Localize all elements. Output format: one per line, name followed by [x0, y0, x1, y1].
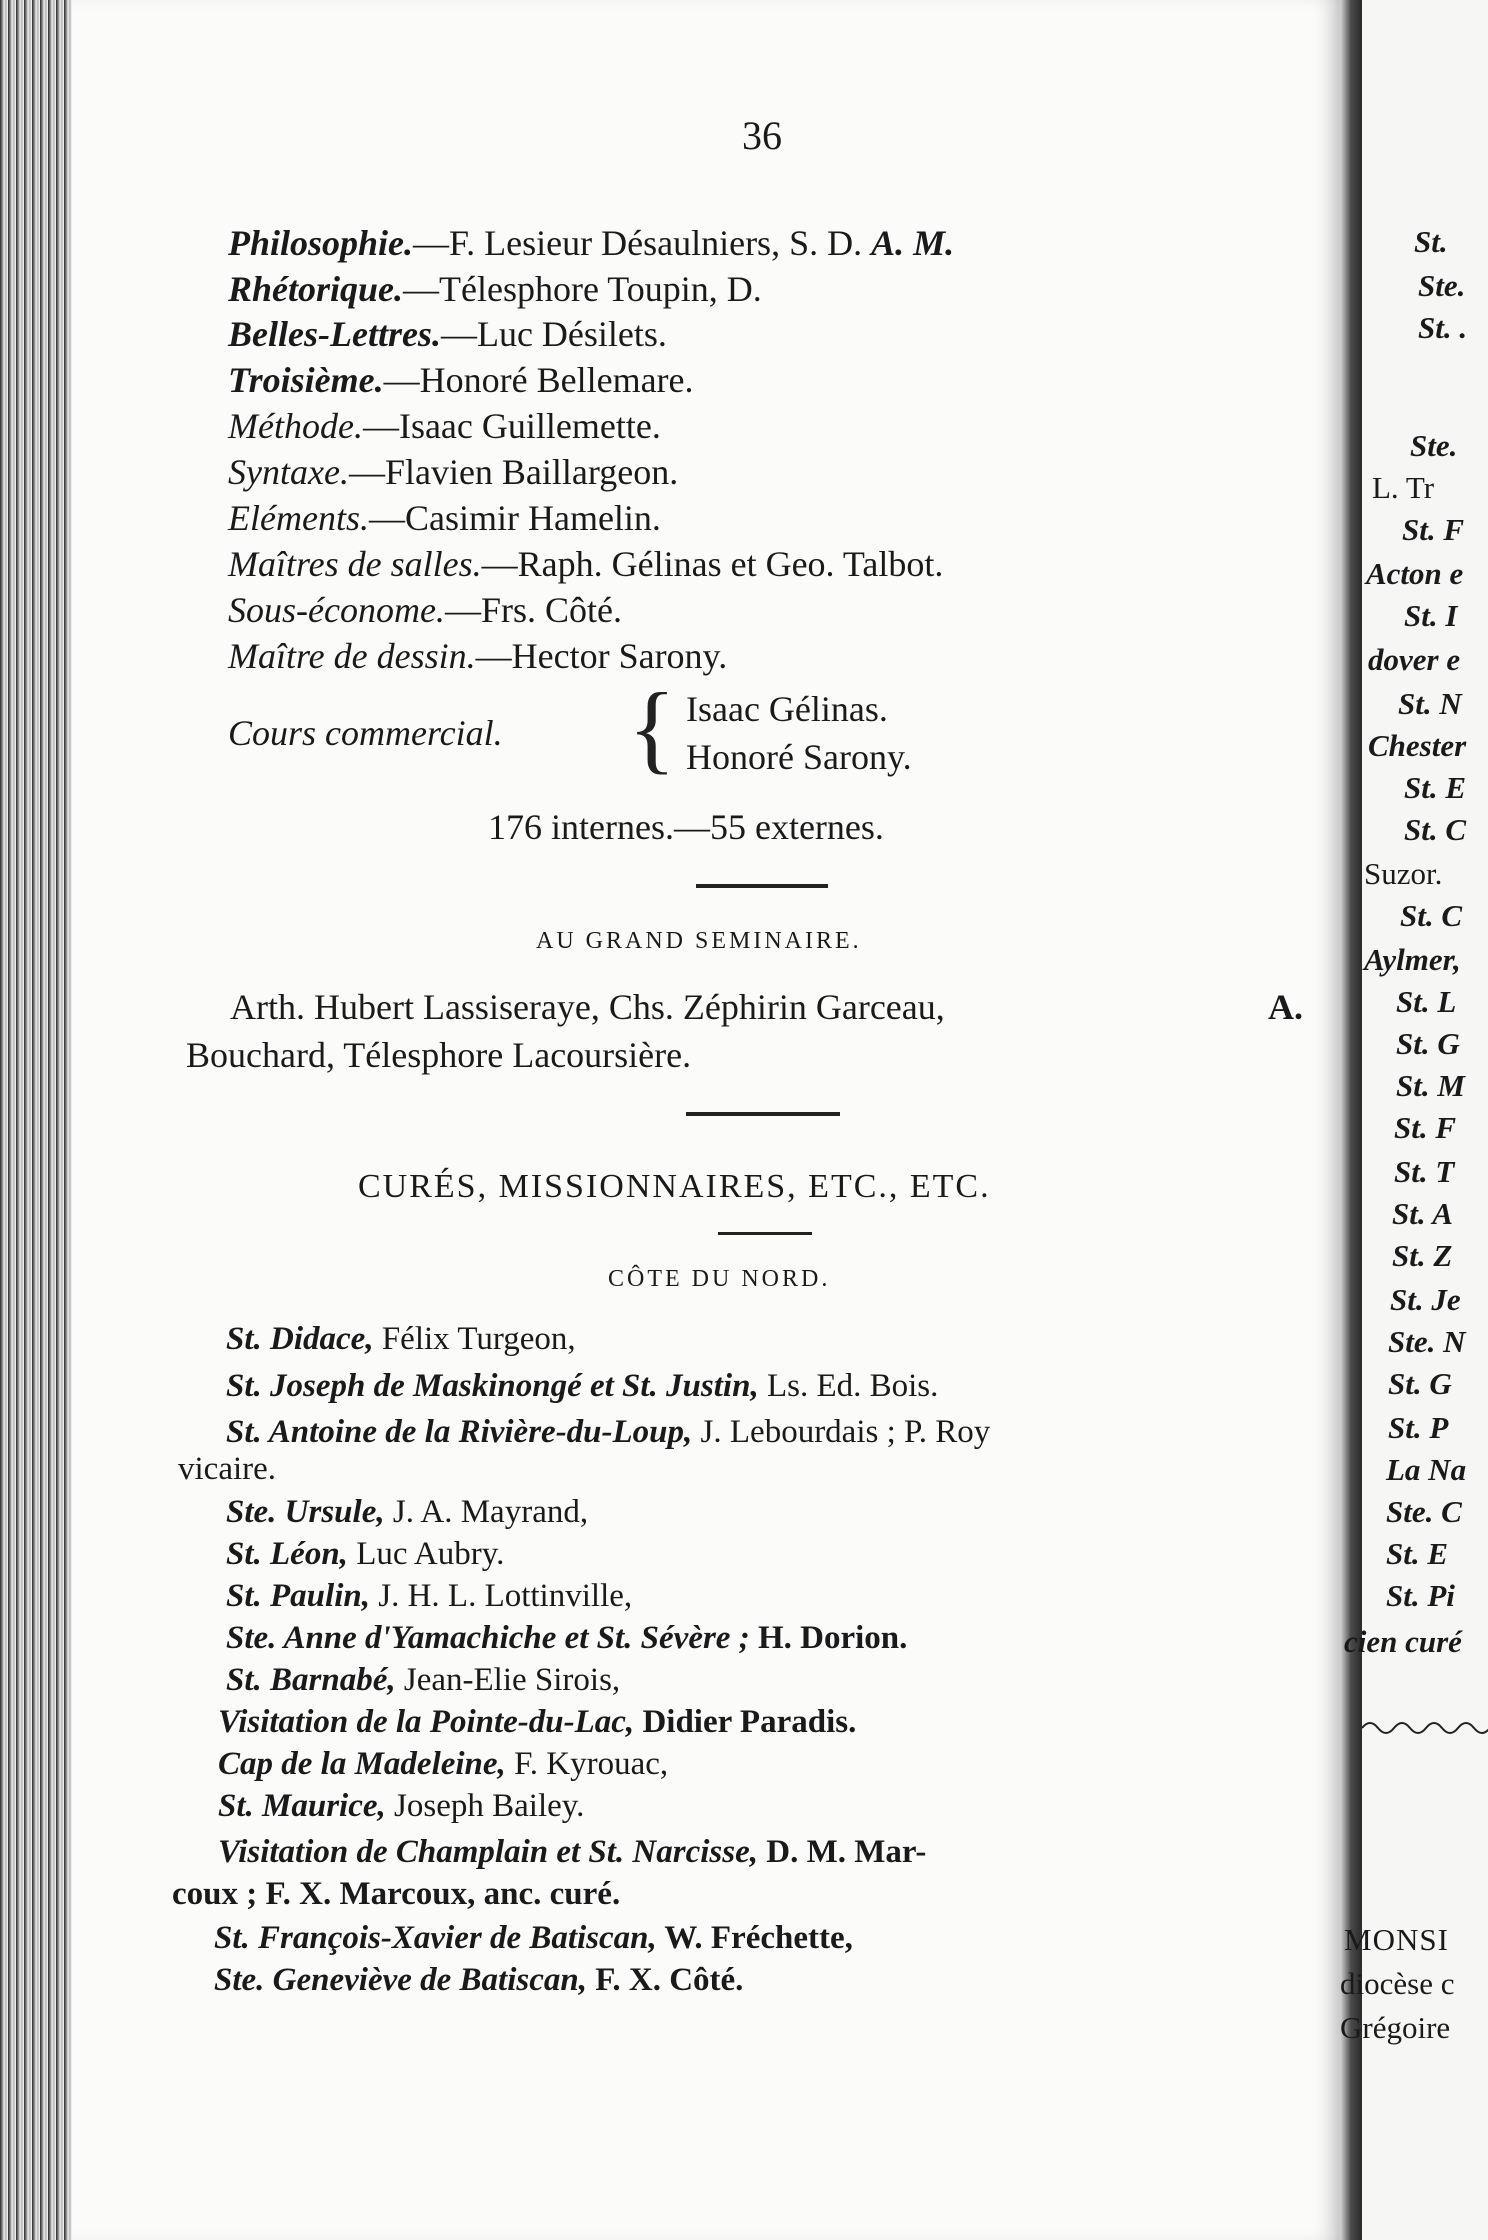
cours-commercial-label: Cours commercial.	[228, 713, 503, 753]
cours-commercial-name: Isaac Gélinas.	[686, 689, 888, 729]
book-page-edge	[0, 0, 72, 2240]
fragment: St. A	[1392, 1196, 1453, 1231]
cures-heading: CURÉS, MISSIONNAIRES, ETC., ETC.	[358, 1168, 991, 1205]
staff-line: Rhétorique.—Télesphore Toupin, D.	[228, 269, 762, 309]
parish-line: Ste. Ursule, J. A. Mayrand,	[226, 1494, 589, 1530]
fragment: St. N	[1398, 686, 1462, 721]
fragment: MONSI	[1344, 1922, 1449, 1957]
fragment: St. Pi	[1386, 1578, 1455, 1613]
staff-line: Sous-économe.—Frs. Côté.	[228, 590, 622, 630]
parish-line: St. Paulin, J. H. L. Lottinville,	[226, 1578, 633, 1614]
fragment: L. Tr	[1372, 470, 1435, 505]
fragment: St. T	[1394, 1154, 1455, 1189]
staff-line: Syntaxe.—Flavien Baillargeon.	[228, 452, 679, 492]
fragment: St. C	[1404, 812, 1467, 847]
fragment: Aylmer,	[1364, 942, 1461, 977]
fragment: St. .	[1418, 310, 1468, 345]
seminaire-line: Arth. Hubert Lassiseraye, Chs. Zéphirin Garceau,	[230, 987, 945, 1027]
fragment: La Na	[1386, 1452, 1467, 1487]
fragment: Ste.	[1418, 268, 1466, 303]
cours-commercial-name: Honoré Sarony.	[686, 737, 912, 777]
parish-line: St. Léon, Luc Aubry.	[226, 1536, 505, 1572]
parish-line: St. Maurice, Joseph Bailey.	[218, 1788, 585, 1824]
page-number: 36	[742, 113, 782, 158]
fragment: cien curé	[1344, 1624, 1462, 1659]
fragment: diocèse c	[1340, 1966, 1455, 2001]
fragment: St. E	[1386, 1536, 1449, 1571]
fragment: St. I	[1404, 598, 1458, 633]
parish-line: St. Didace, Félix Turgeon,	[226, 1321, 576, 1357]
fragment: St. Je	[1390, 1282, 1461, 1317]
parish-line: coux ; F. X. Marcoux, anc. curé.	[172, 1876, 621, 1912]
staff-line: Maître de dessin.—Hector Sarony.	[228, 636, 728, 676]
parish-line: Cap de la Madeleine, F. Kyrouac,	[218, 1746, 669, 1782]
parish-line: St. Joseph de Maskinongé et St. Justin, Ls. Ed. Bois.	[226, 1368, 939, 1404]
seminaire-line-end: A.	[1268, 987, 1303, 1027]
seminaire-heading: AU GRAND SEMINAIRE.	[536, 928, 862, 954]
fragment: St. L	[1396, 984, 1457, 1019]
seminaire-line: Bouchard, Télesphore Lacoursière.	[186, 1035, 692, 1075]
parish-line: St. Barnabé, Jean-Elie Sirois,	[226, 1662, 621, 1698]
fragment: Ste. N	[1388, 1324, 1466, 1359]
divider	[696, 884, 828, 888]
fragment: St. M	[1396, 1068, 1465, 1103]
parish-line: Ste. Geneviève de Batiscan, F. X. Côté.	[214, 1962, 744, 1998]
fragment: St. E	[1404, 770, 1467, 805]
fragment: St. F	[1394, 1110, 1457, 1145]
parish-line: St. François-Xavier de Batiscan, W. Fréchette,	[214, 1920, 853, 1956]
parish-line: Ste. Anne d'Yamachiche et St. Sévère ; H. Dorion.	[226, 1620, 908, 1656]
fragment: St. G	[1388, 1366, 1452, 1401]
book-gutter	[1340, 0, 1362, 2240]
fragment: Grégoire	[1340, 2010, 1451, 2045]
divider	[718, 1232, 812, 1235]
brace-icon: {	[628, 672, 676, 783]
parish-line: St. Antoine de la Rivière-du-Loup, J. Lebourdais ; P. Roy	[226, 1414, 991, 1450]
fragment: Acton e	[1366, 556, 1464, 591]
staff-line: Méthode.—Isaac Guillemette.	[228, 406, 661, 446]
staff-line: Belles-Lettres.—Luc Désilets.	[228, 314, 667, 354]
staff-line: Maîtres de salles.—Raph. Gélinas et Geo. Talbot.	[228, 544, 944, 584]
parish-line: Visitation de Champlain et St. Narcisse, D. M. Mar-	[218, 1834, 927, 1870]
fragment: St. Z	[1392, 1238, 1453, 1273]
fragment: dover e	[1368, 642, 1461, 677]
fragment: Suzor.	[1364, 856, 1443, 891]
fragment: St.	[1414, 224, 1448, 259]
fragment: Ste.	[1410, 428, 1458, 463]
parish-line: vicaire.	[178, 1451, 277, 1487]
staff-line: Troisième.—Honoré Bellemare.	[228, 360, 694, 400]
fragment: St. C	[1400, 898, 1463, 933]
fragment: St. P	[1388, 1410, 1449, 1445]
divider	[686, 1112, 840, 1116]
staff-line: Eléments.—Casimir Hamelin.	[228, 498, 661, 538]
staff-line: Philosophie.—F. Lesieur Désaulniers, S. D. A. M.	[228, 223, 955, 263]
fragment: Ste. C	[1386, 1494, 1462, 1529]
fragment: St. F	[1402, 512, 1465, 547]
enrollment: 176 internes.—55 externes.	[488, 807, 884, 847]
cote-heading: CÔTE DU NORD.	[608, 1266, 831, 1292]
fragment: Chester	[1368, 728, 1467, 763]
parish-line: Visitation de la Pointe-du-Lac, Didier Paradis.	[218, 1704, 857, 1740]
ornament-divider-icon	[1362, 1718, 1488, 1738]
fragment: St. G	[1396, 1026, 1460, 1061]
